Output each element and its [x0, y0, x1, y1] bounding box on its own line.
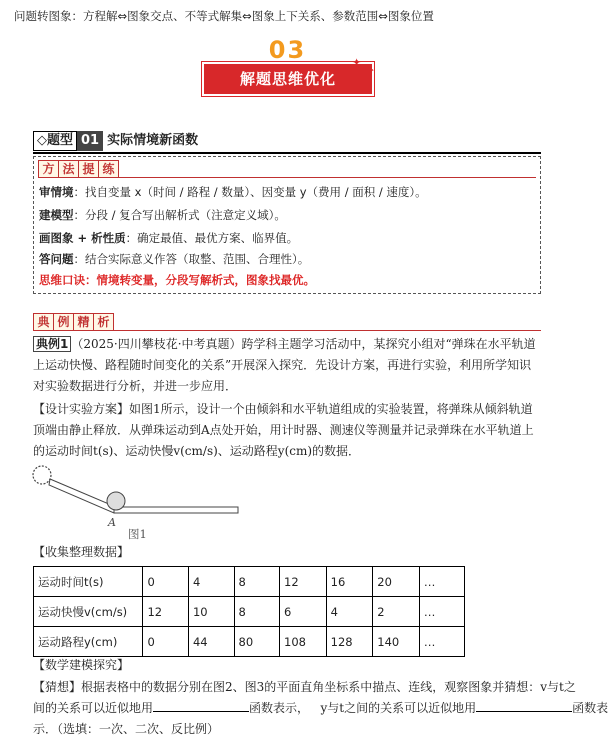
collect-title: 【收集整理数据】	[33, 545, 130, 559]
ball-icon	[107, 492, 125, 510]
type-title: 实际情境新函数	[107, 133, 199, 148]
horizontal-track	[114, 507, 238, 513]
type-prefix: ◇题型	[33, 131, 77, 151]
method-slogan: 思维口诀：情境转变量，分段写解析式，图象找最优。	[39, 273, 315, 287]
design-paragraph: 【设计实验方案】如图1所示，设计一个由倾斜和水平轨道组成的实验装置，将弹珠从倾斜轨道顶端由静止释放．从弹珠运动到A点处开始，用计时器、测速仪等测量并记录弹珠在水平轨道上的运动时间t(s)、运动快慢v(cm/s)、运动路程y(cm)的数据．	[33, 402, 534, 458]
example-badge: 典例1	[33, 336, 71, 352]
guess-line-2: 间的关系可以近似地用 函数表示， y与t之间的关系可以近似地用 函数表	[33, 701, 608, 715]
top-note: 问题转图象：方程解⇔图象交点、不等式解集⇔图象上下关系、参数范围⇔图象位置	[14, 9, 434, 23]
method-line: 建模型：分段 / 复合写出解析式（注意定义域）。	[39, 208, 286, 222]
example-tag-rule	[33, 330, 541, 331]
method-tag: 方 法 提 练	[38, 160, 118, 178]
point-a-label: A	[108, 516, 116, 529]
guess-line-1: 【猜想】根据表格中的数据分别在图2、图3的平面直角坐标系中描点、连线，观察图象并猜想：v与t之	[33, 680, 576, 694]
example-tag: 典 例 精 析	[33, 313, 113, 331]
answer-blank-2[interactable]	[476, 701, 572, 712]
method-line: 答问题：结合实际意义作答（取整、范围、合理性）。	[39, 252, 310, 266]
section-banner: 解题思维优化	[204, 64, 372, 94]
example-intro: 典例1 （2025·四川攀枝花·中考真题）跨学科主题学习活动中，某探究小组对“弹珠在水平轨道上运动快慢、路程随时间变化的关系”开展深入探究．先设计方案，再进行实验，利用所学知识对实验数据进行分析，并进一步应用．	[33, 337, 536, 393]
section-number: 03	[268, 36, 307, 64]
type-underline	[33, 152, 541, 154]
answer-blank-1[interactable]	[153, 701, 249, 712]
sparkle-icon: ✦	[352, 56, 362, 69]
table-row: 运动路程y(cm) 0 44 80 108 128 140 …	[34, 627, 465, 657]
type-number: 01	[77, 131, 103, 151]
start-ball-icon	[33, 466, 51, 484]
method-line: 审情境：找自变量 x（时间 / 路程 / 数量）、因变量 y（费用 / 面积 / 速度）。	[39, 185, 427, 199]
method-line: 画图象 + 析性质：确定最值、最优方案、临界值。	[39, 231, 299, 245]
table-row: 运动时间t(s) 0 4 8 12 16 20 …	[34, 567, 465, 597]
sparkle-small-icon: ✦	[368, 66, 375, 75]
table-row: 运动快慢v(cm/s) 12 10 8 6 4 2 …	[34, 597, 465, 627]
type-header	[33, 131, 202, 151]
method-tag-rule	[116, 177, 536, 178]
data-table	[33, 566, 465, 657]
figure-caption: 图1	[128, 527, 147, 541]
guess-line-3: 示．（选填：一次、二次、反比例）	[33, 722, 220, 736]
model-title: 【数学建模探究】	[33, 658, 130, 672]
